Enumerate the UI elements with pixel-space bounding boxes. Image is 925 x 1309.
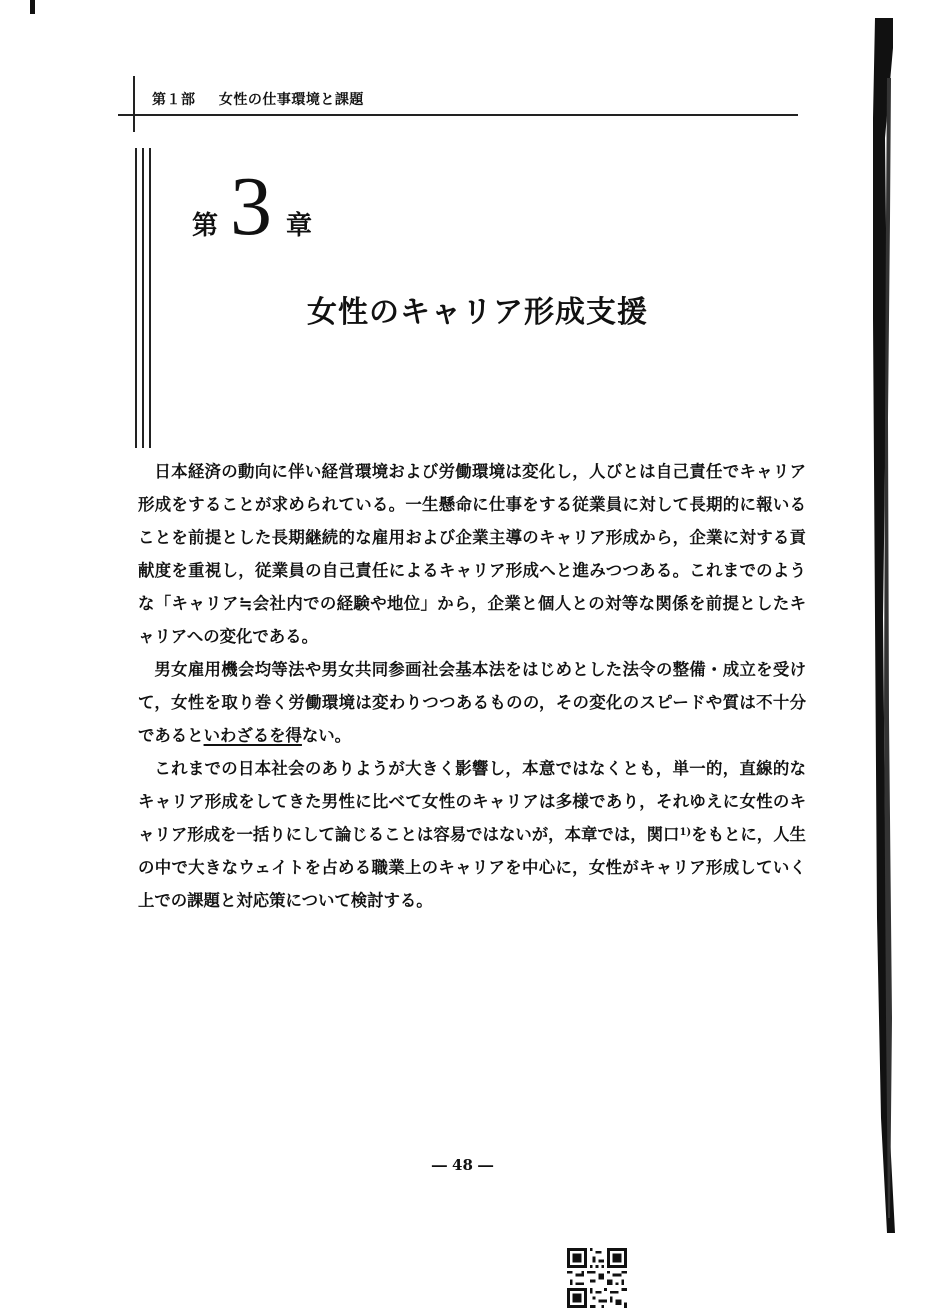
footnote-ref: 1) bbox=[679, 827, 692, 838]
qr-code bbox=[567, 1248, 627, 1308]
page-edge-mark bbox=[30, 0, 35, 14]
running-header-part: 第１部 bbox=[152, 92, 196, 108]
paragraph-3-text-a: これまでの日本社会のありようが大きく影響し，本意ではなくとも，単一的，直線的なキャリア形成をしてきた男性に比べて女性のキャリアは多様であり，それゆえに女性のキャリア形成を一括りにして論じることは容易ではないが，本章では，関口 bbox=[138, 759, 806, 844]
chapter-suffix: 章 bbox=[286, 211, 313, 241]
running-header-title: 女性の仕事環境と課題 bbox=[218, 92, 364, 108]
chapter-prefix: 第 bbox=[192, 211, 219, 241]
paragraph-3-text-b: をもとに，人生の中で大きなウェイトを占める職業上のキャリアを中心に，女性がキャリア形成していく上での課題と対応策について検討する。 bbox=[138, 825, 807, 910]
body-text bbox=[138, 455, 806, 917]
paragraph-2 bbox=[138, 653, 806, 752]
paragraph-3 bbox=[138, 752, 806, 917]
page-number: ― 48 ― bbox=[431, 1156, 494, 1174]
paragraph-2-text-a: 男女雇用機会均等法や男女共同参画社会基本法をはじめとした法令の整備・成立を受けて，女性を取り巻く労働環境は変わりつつあるものの，その変化のスピードや質は不十分であると bbox=[138, 660, 806, 745]
header-vertical-rule bbox=[133, 76, 135, 132]
header-horizontal-rule bbox=[118, 114, 798, 116]
chapter-number: 3 bbox=[230, 160, 273, 253]
binding-shadow bbox=[873, 18, 895, 1233]
paragraph-2-text-b: ない。 bbox=[301, 726, 352, 745]
underlined-phrase: いわざるを得 bbox=[203, 726, 302, 745]
chapter-title: 女性のキャリア形成支援 bbox=[307, 295, 648, 330]
paragraph-1: 日本経済の動向に伴い経営環境および労働環境は変化し，人びとは自己責任でキャリア形成をすることが求められている。一生懸命に仕事をする従業員に対して長期的に報いることを前提とした長期継続的な雇用および企業主導のキャリア形成から，企業に対する貢献度を重視し，従業員の自己責任によるキャリア形成へと進みつつある。これまでのような「キャリア≒会社内での経験や地位」から，企業と個人との対等な関係を前提としたキャリアへの変化である。 bbox=[138, 462, 806, 646]
chapter-heading bbox=[192, 160, 313, 255]
running-header bbox=[152, 89, 364, 109]
